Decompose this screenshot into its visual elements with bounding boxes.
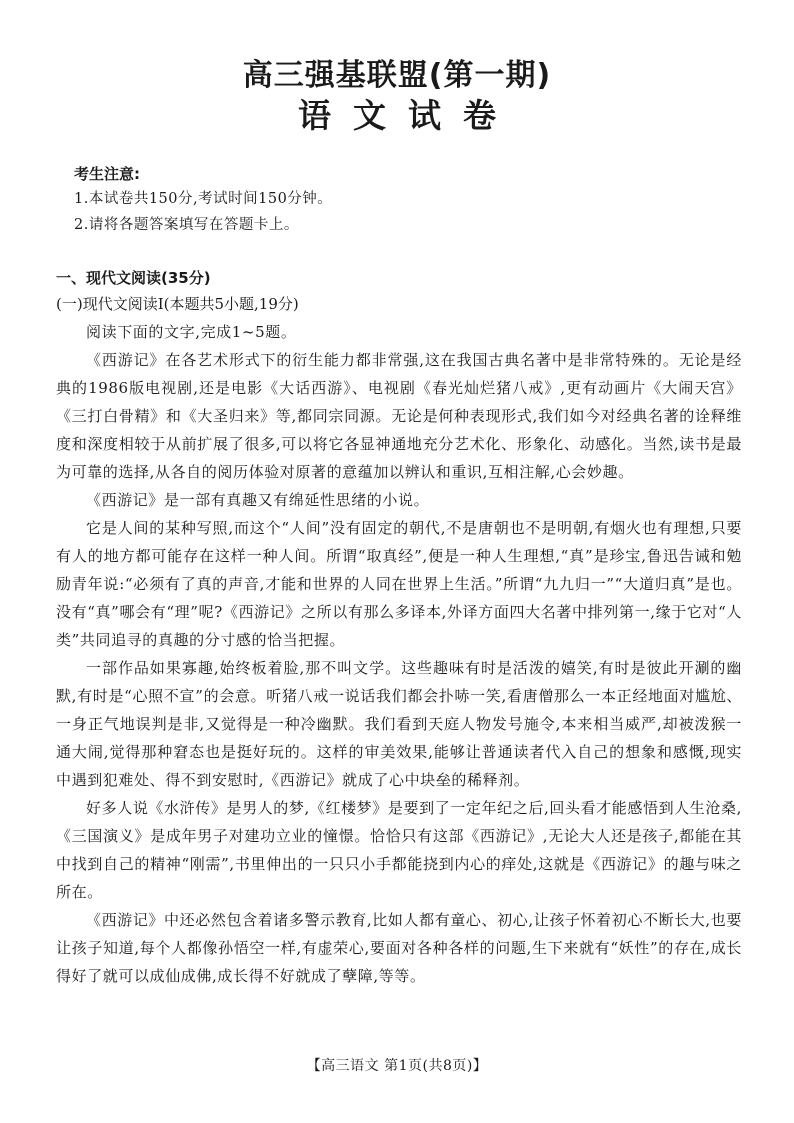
candidate-notice xyxy=(74,162,754,238)
page-footer: 【高三语文 第1页(共8页)】 xyxy=(306,1058,488,1074)
passage-paragraph: 《西游记》在各艺术形式下的衍生能力都非常强,这在我国古典名著中是非常特殊的。无论是经典的1986版电视剧,还是电影《大话西游》、电视剧《春光灿烂猪八戒》,更有动画片《大闹天宫》《三打白骨精》和《大圣归来》等,都同宗同源。无论是何种表现形式,我们如今对经典名著的诠释维度和深度相较于从前扩展了很多,可以将它各显神通地充分艺术化、形象化、动感化。当然,读书是最为可靠的选择,从各自的阅历体验对原著的意蕴加以辨认和重识,互相注解,心会妙趣。 xyxy=(56,351,742,481)
passage-paragraph: 《西游记》中还必然包含着诸多警示教育,比如人都有童心、初心,让孩子怀着初心不断长大,也要让孩子知道,每个人都像孙悟空一样,有虚荣心,要面对各种各样的问题,生下来就有“妖性”的存在,成长得好了就可以成仙成佛,成长得不好就成了孽障,等等。 xyxy=(56,911,742,985)
subsection-heading: (一)现代文阅读Ⅰ(本题共5小题,19分) xyxy=(56,295,299,313)
section-heading: 一、现代文阅读(35分) xyxy=(56,269,211,287)
exam-subject: 语文试卷 xyxy=(298,96,518,135)
passage-paragraph: 一部作品如果寡趣,始终板着脸,那不叫文学。这些趣味有时是活泼的嬉笑,有时是彼此开涮的幽默,有时是“心照不宣”的会意。听猪八戒一说话我们都会扑哧一笑,看唐僧那么一本正经地面对尴尬、一身正气地误判是非,又觉得是一种冷幽默。我们看到天庭人物发号施令,本来相当威严,却被泼猴一通大闹,觉得那种窘态也是挺好玩的。这样的审美效果,能够让普通读者代入自己的想象和感慨,现实中遇到犯难处、得不到安慰时,《西游记》就成了心中块垒的稀释剂。 xyxy=(56,659,742,789)
passage-paragraph: 好多人说《水浒传》是男人的梦,《红楼梦》是要到了一定年纪之后,回头看才能感悟到人生沧桑,《三国演义》是成年男子对建功立业的憧憬。恰恰只有这部《西游记》,无论大人还是孩子,都能在其中找到自己的精神“刚需”,书里伸出的一只只小手都能挠到内心的痒处,这就是《西游记》的趣与味之所在。 xyxy=(56,799,742,901)
exam-title: 高三强基联盟(第一期) xyxy=(242,58,552,93)
reading-passage xyxy=(56,318,742,990)
notice-item: 1.本试卷共150分,考试时间150分钟。 xyxy=(74,191,333,207)
notice-heading: 考生注意: xyxy=(74,165,140,183)
instruction-paragraph: 阅读下面的文字,完成1~5题。 xyxy=(86,323,297,341)
notice-item: 2.请将各题答案填写在答题卡上。 xyxy=(74,217,299,233)
passage-paragraph: 《西游记》是一部有真趣又有绵延性思绪的小说。 xyxy=(86,491,430,509)
passage-paragraph: 它是人间的某种写照,而这个“人间”没有固定的朝代,不是唐朝也不是明朝,有烟火也有理想,只要有人的地方都可能存在这样一种人间。所谓“取真经”,便是一种人生理想,“真”是珍宝,鲁迅告诫和勉励青年说:“必须有了真的声音,才能和世界的人同在世界上生活。”所谓“九九归一”“大道归真”是也。没有“真”哪会有“理”呢?《西游记》之所以有那么多译本,外译方面四大名著中排列第一,缘于它对“人类”共同追寻的真趣的分寸感的恰当把握。 xyxy=(56,519,742,649)
